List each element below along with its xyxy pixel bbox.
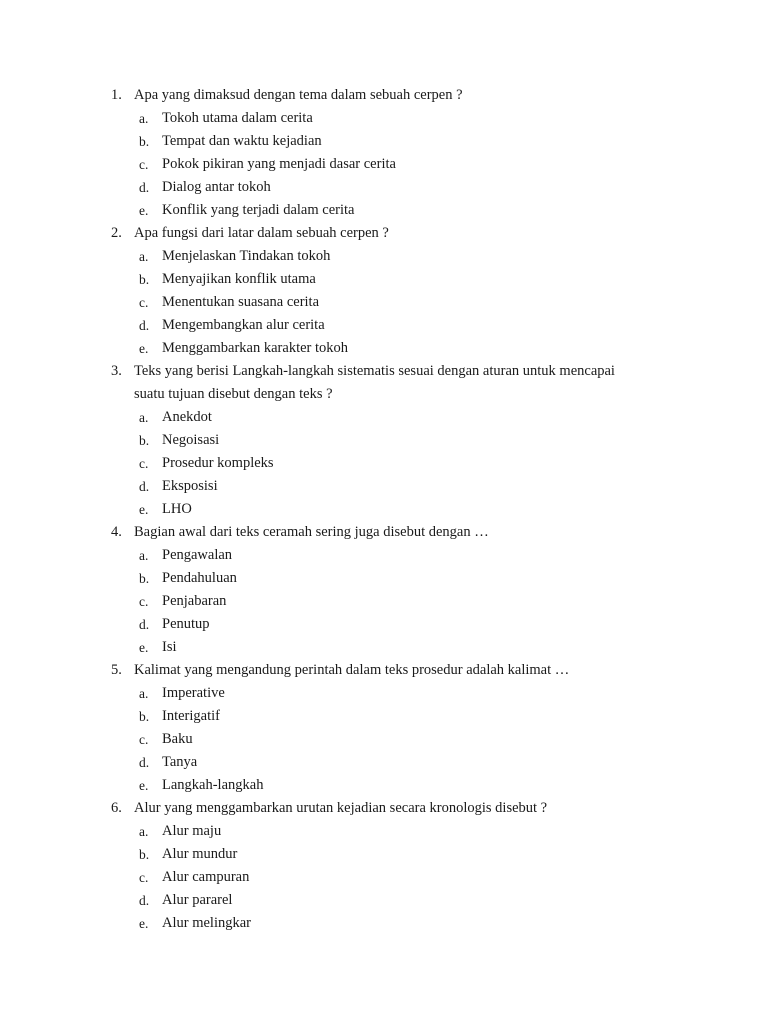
option-letter: a. [139, 249, 149, 264]
option-text: Negoisasi [162, 432, 220, 448]
options-list [0, 820, 768, 935]
option-item [0, 176, 768, 199]
question-5 [0, 659, 768, 797]
option-letter: b. [139, 134, 150, 149]
option-letter: b. [139, 433, 150, 448]
option-text: Menjelaskan Tindakan tokoh [162, 248, 331, 264]
option-item [0, 751, 768, 774]
option-letter: c. [139, 456, 149, 471]
question-number: 1. [111, 87, 122, 103]
option-text: Menentukan suasana cerita [162, 294, 320, 310]
question-number: 3. [111, 363, 122, 379]
option-letter: c. [139, 157, 149, 172]
option-text: Baku [162, 731, 193, 747]
option-letter: a. [139, 111, 149, 126]
option-item [0, 268, 768, 291]
option-text: Konflik yang terjadi dalam cerita [162, 202, 355, 218]
option-item [0, 314, 768, 337]
option-text: Pengawalan [162, 547, 233, 563]
question-number: 4. [111, 524, 122, 540]
option-item [0, 452, 768, 475]
option-text: Tokoh utama dalam cerita [162, 110, 313, 126]
option-item [0, 498, 768, 521]
option-letter: d. [139, 617, 150, 632]
option-text: Eksposisi [162, 478, 218, 494]
option-item [0, 406, 768, 429]
option-text: Prosedur kompleks [162, 455, 274, 471]
option-letter: e. [139, 778, 149, 793]
option-item [0, 475, 768, 498]
question-number: 2. [111, 225, 122, 241]
option-item [0, 544, 768, 567]
options-list [0, 406, 768, 521]
question-3 [0, 360, 768, 521]
option-letter: b. [139, 272, 150, 287]
option-item [0, 567, 768, 590]
option-item [0, 107, 768, 130]
option-item [0, 337, 768, 360]
option-letter: b. [139, 709, 150, 724]
option-text: Mengembangkan alur cerita [162, 317, 325, 333]
option-text: Dialog antar tokoh [162, 179, 271, 195]
option-text: Alur melingkar [162, 915, 251, 931]
option-item [0, 153, 768, 176]
question-number: 5. [111, 662, 122, 678]
option-text: Tempat dan waktu kejadian [162, 133, 322, 149]
option-item [0, 820, 768, 843]
option-letter: b. [139, 847, 150, 862]
question-1 [0, 84, 768, 222]
option-letter: d. [139, 180, 150, 195]
option-item [0, 590, 768, 613]
document-page [0, 84, 768, 935]
option-text: LHO [162, 501, 192, 517]
option-text: Imperative [162, 685, 225, 701]
option-text: Pokok pikiran yang menjadi dasar cerita [162, 156, 396, 172]
option-letter: a. [139, 824, 149, 839]
option-item [0, 291, 768, 314]
option-item [0, 245, 768, 268]
option-text: Anekdot [162, 409, 212, 425]
option-letter: c. [139, 594, 149, 609]
question-4 [0, 521, 768, 659]
option-letter: d. [139, 318, 150, 333]
option-text: Tanya [162, 754, 198, 770]
option-text: Isi [162, 639, 177, 655]
option-item [0, 843, 768, 866]
option-item [0, 613, 768, 636]
option-item [0, 429, 768, 452]
option-text: Alur pararel [162, 892, 233, 908]
option-text: Penutup [162, 616, 210, 632]
option-text: Menggambarkan karakter tokoh [162, 340, 349, 356]
option-letter: e. [139, 341, 149, 356]
option-letter: b. [139, 571, 150, 586]
option-letter: c. [139, 870, 149, 885]
option-item [0, 682, 768, 705]
option-item [0, 636, 768, 659]
option-letter: a. [139, 686, 149, 701]
question-6 [0, 797, 768, 935]
question-2 [0, 222, 768, 360]
question-text: Teks yang berisi Langkah-langkah sistematis sesuai dengan aturan untuk mencapai suatu tujuan disebut dengan teks ? [134, 363, 615, 402]
option-letter: d. [139, 479, 150, 494]
question-text: Alur yang menggambarkan urutan kejadian secara kronologis disebut ? [134, 800, 548, 816]
option-letter: e. [139, 916, 149, 931]
option-letter: a. [139, 410, 149, 425]
option-item [0, 705, 768, 728]
option-item [0, 889, 768, 912]
option-letter: e. [139, 640, 149, 655]
question-text: Bagian awal dari teks ceramah sering juga disebut dengan … [134, 524, 489, 540]
option-letter: c. [139, 732, 149, 747]
option-item [0, 728, 768, 751]
option-text: Alur mundur [162, 846, 238, 862]
option-item [0, 774, 768, 797]
options-list [0, 682, 768, 797]
option-letter: d. [139, 893, 150, 908]
options-list [0, 544, 768, 659]
question-text: Apa fungsi dari latar dalam sebuah cerpen ? [134, 225, 389, 241]
option-letter: e. [139, 203, 149, 218]
option-text: Alur campuran [162, 869, 250, 885]
option-letter: d. [139, 755, 150, 770]
question-text: Apa yang dimaksud dengan tema dalam sebuah cerpen ? [134, 87, 463, 103]
option-text: Pendahuluan [162, 570, 237, 586]
option-text: Langkah-langkah [162, 777, 264, 793]
option-letter: a. [139, 548, 149, 563]
option-letter: c. [139, 295, 149, 310]
option-item [0, 866, 768, 889]
option-text: Alur maju [162, 823, 222, 839]
option-item [0, 912, 768, 935]
question-text: Kalimat yang mengandung perintah dalam teks prosedur adalah kalimat … [134, 662, 570, 678]
options-list [0, 107, 768, 222]
option-text: Penjabaran [162, 593, 227, 609]
option-text: Interigatif [162, 708, 220, 724]
option-letter: e. [139, 502, 149, 517]
question-number: 6. [111, 800, 122, 816]
option-text: Menyajikan konflik utama [162, 271, 316, 287]
option-item [0, 130, 768, 153]
option-item [0, 199, 768, 222]
options-list [0, 245, 768, 360]
